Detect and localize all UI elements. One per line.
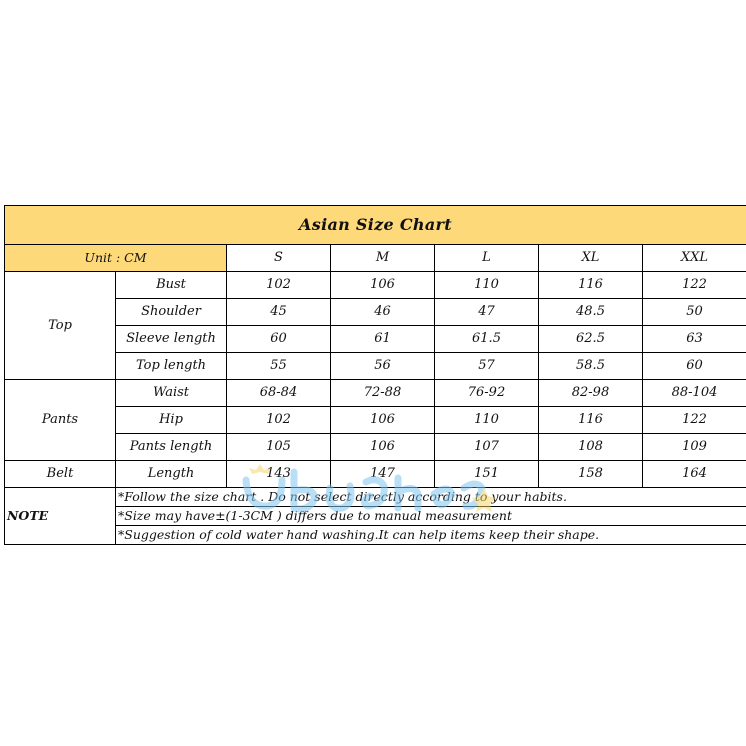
table-cell: 62.5 [539,326,643,353]
size-header-l: L [435,245,539,272]
measure-label: Hip [116,407,227,434]
table-cell: 107 [435,434,539,461]
table-cell: 82-98 [539,380,643,407]
group-label-belt: Belt [5,461,116,488]
table-cell: 47 [435,299,539,326]
table-cell: 72-88 [331,380,435,407]
table-row [5,380,746,407]
table-cell: 56 [331,353,435,380]
table-cell: 106 [331,272,435,299]
table-cell: 61.5 [435,326,539,353]
table-cell: 48.5 [539,299,643,326]
table-cell: 151 [435,461,539,488]
measure-label: Pants length [116,434,227,461]
measure-label: Shoulder [116,299,227,326]
table-row [5,353,746,380]
table-cell: 106 [331,407,435,434]
note-row [5,488,746,507]
table-cell: 106 [331,434,435,461]
table-cell: 109 [643,434,746,461]
table-cell: 110 [435,272,539,299]
table-cell: 46 [331,299,435,326]
table-cell: 88-104 [643,380,746,407]
table-cell: 60 [643,353,746,380]
group-label-top: Top [5,272,116,380]
chart-title: Asian Size Chart [5,206,746,245]
table-cell: 61 [331,326,435,353]
title-row [5,206,746,245]
table-cell: 122 [643,272,746,299]
table-cell: 143 [227,461,331,488]
measure-label: Top length [116,353,227,380]
table-cell: 110 [435,407,539,434]
table-row [5,407,746,434]
table-row [5,434,746,461]
measure-label: Bust [116,272,227,299]
measure-label: Length [116,461,227,488]
table-cell: 116 [539,407,643,434]
note-line: *Follow the size chart . Do not select directly according to your habits. [116,488,746,507]
table-cell: 105 [227,434,331,461]
table-cell: 55 [227,353,331,380]
table-cell: 102 [227,407,331,434]
size-header-row [5,245,746,272]
table-cell: 147 [331,461,435,488]
table-cell: 45 [227,299,331,326]
size-header-xxl: XXL [643,245,746,272]
measure-label: Waist [116,380,227,407]
note-line: *Size may have±(1-3CM ) differs due to manual measurement [116,507,746,526]
group-label-pants: Pants [5,380,116,461]
size-chart-table [4,205,746,545]
size-header-s: S [227,245,331,272]
table-cell: 60 [227,326,331,353]
table-cell: 102 [227,272,331,299]
table-cell: 158 [539,461,643,488]
unit-label: Unit : CM [5,245,227,272]
table-row [5,326,746,353]
note-line: *Suggestion of cold water hand washing.It can help items keep their shape. [116,526,746,545]
table-cell: 108 [539,434,643,461]
table-cell: 68-84 [227,380,331,407]
table-row [5,299,746,326]
table-row [5,272,746,299]
table-cell: 58.5 [539,353,643,380]
table-cell: 63 [643,326,746,353]
table-cell: 57 [435,353,539,380]
note-row [5,526,746,545]
measure-label: Sleeve length [116,326,227,353]
table-cell: 116 [539,272,643,299]
size-chart-container [4,205,746,545]
table-cell: 164 [643,461,746,488]
size-header-m: M [331,245,435,272]
table-cell: 122 [643,407,746,434]
note-row [5,507,746,526]
note-label: NOTE [5,488,116,545]
table-cell: 50 [643,299,746,326]
table-row [5,461,746,488]
table-cell: 76-92 [435,380,539,407]
size-header-xl: XL [539,245,643,272]
